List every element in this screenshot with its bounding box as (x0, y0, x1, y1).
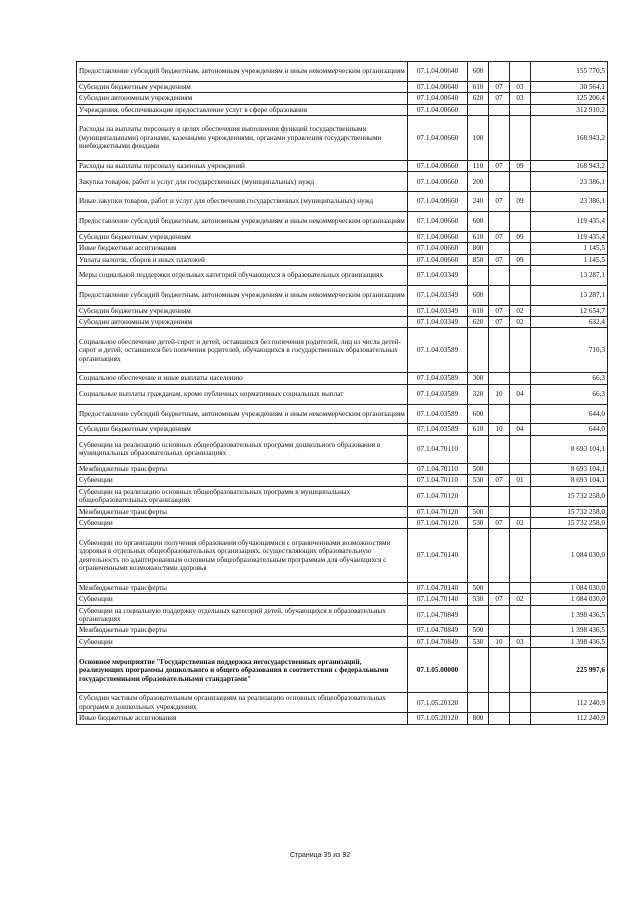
row-amount: 1 084 030,0 (531, 582, 608, 593)
row-name: Социальное обеспечение и иные выплаты населению (77, 373, 408, 384)
table-row (77, 192, 608, 212)
row-vr: 620 (468, 317, 489, 328)
table-row (77, 475, 608, 486)
row-amount: 15 732 258,0 (531, 486, 608, 506)
row-vr (468, 266, 489, 286)
row-rz (489, 625, 510, 636)
table-row (77, 648, 608, 693)
row-code: 07.1.04.03349 (408, 317, 468, 328)
row-amount: 644,0 (531, 424, 608, 435)
row-vr (468, 648, 489, 693)
row-pr (510, 116, 531, 161)
row-code: 07.1.04.70110 (408, 435, 468, 463)
row-vr: 500 (468, 506, 489, 517)
row-vr: 240 (468, 192, 489, 212)
row-code: 07.1.04.00660 (408, 243, 468, 254)
row-rz (489, 605, 510, 625)
row-rz: 07 (489, 594, 510, 605)
row-name: Предоставление субсидий бюджетным, автономным учреждениям и иным некоммерческим организациям (77, 62, 408, 82)
row-rz (489, 62, 510, 82)
row-vr (468, 693, 489, 713)
row-amount: 30 564,1 (531, 81, 608, 92)
row-code: 07.1.04.03589 (408, 328, 468, 373)
row-rz (489, 373, 510, 384)
row-rz: 07 (489, 231, 510, 242)
row-amount: 112 240,9 (531, 713, 608, 724)
row-pr (510, 373, 531, 384)
row-pr (510, 464, 531, 475)
row-vr: 600 (468, 62, 489, 82)
row-vr: 530 (468, 594, 489, 605)
row-name: Предоставление субсидий бюджетным, автономным учреждениям и иным некоммерческим организациям (77, 212, 408, 232)
row-amount: 1 398 436,5 (531, 605, 608, 625)
row-pr (510, 172, 531, 192)
row-name: Субсидии автономным учреждениям (77, 93, 408, 104)
row-amount: 168 943,2 (531, 161, 608, 172)
row-name: Межбюджетные трансферты (77, 582, 408, 593)
row-pr (510, 582, 531, 593)
row-amount: 15 732 258,0 (531, 506, 608, 517)
row-amount: 13 287,1 (531, 266, 608, 286)
row-code: 07.1.04.70110 (408, 464, 468, 475)
row-name: Учреждения, обеспечивающие предоставление услуг в сфере образования (77, 104, 408, 115)
row-pr: 01 (510, 475, 531, 486)
table-row (77, 713, 608, 724)
row-name: Меры социальной поддержки отдельных категорий обучающихся в образовательных организациях (77, 266, 408, 286)
row-rz (489, 435, 510, 463)
row-rz: 07 (489, 254, 510, 265)
row-code: 07.1.04.00660 (408, 161, 468, 172)
table-row (77, 81, 608, 92)
table-row (77, 93, 608, 104)
row-code: 07.1.04.70120 (408, 518, 468, 529)
row-vr: 500 (468, 582, 489, 593)
table-row (77, 605, 608, 625)
row-amount: 1 398 436,5 (531, 625, 608, 636)
row-code: 07.1.04.03589 (408, 424, 468, 435)
row-name: Расходы на выплаты персоналу в целях обеспечения выполнения функций государственными (муниципальными) органами, казенными учреждениями, органами управления государственными внебюджетными фондами (77, 116, 408, 161)
row-rz: 07 (489, 305, 510, 316)
row-code: 07.1.04.03589 (408, 373, 468, 384)
table-row (77, 317, 608, 328)
row-name: Субсидии бюджетным учреждениям (77, 231, 408, 242)
row-vr (468, 529, 489, 582)
row-name: Субвенции (77, 518, 408, 529)
row-rz (489, 693, 510, 713)
row-vr: 800 (468, 713, 489, 724)
row-rz (489, 648, 510, 693)
row-code: 07.1.04.70140 (408, 582, 468, 593)
row-name: Субвенции (77, 594, 408, 605)
table-row (77, 506, 608, 517)
row-amount: 8 693 104,1 (531, 435, 608, 463)
row-vr (468, 435, 489, 463)
row-name: Расходы на выплаты персоналу казенных учреждений (77, 161, 408, 172)
row-vr: 300 (468, 373, 489, 384)
row-rz (489, 464, 510, 475)
row-code: 07.1.04.03589 (408, 404, 468, 424)
row-amount: 8 693 104,1 (531, 464, 608, 475)
row-pr: 03 (510, 81, 531, 92)
row-vr: 110 (468, 161, 489, 172)
row-pr: 02 (510, 317, 531, 328)
table-row (77, 231, 608, 242)
row-pr (510, 506, 531, 517)
table-row (77, 305, 608, 316)
row-vr: 500 (468, 464, 489, 475)
row-name: Субвенции на реализацию основных общеобразовательных программ дошкольного образования в муниципальных образовательных организациях (77, 435, 408, 463)
row-pr: 09 (510, 192, 531, 212)
row-name: Иные закупки товаров, работ и услуг для обеспечения государственных (муниципальных) нужд (77, 192, 408, 212)
row-vr: 100 (468, 116, 489, 161)
row-pr: 09 (510, 231, 531, 242)
row-name: Субсидии бюджетным учреждениям (77, 424, 408, 435)
row-pr: 02 (510, 518, 531, 529)
row-amount: 168 943,2 (531, 116, 608, 161)
row-vr: 500 (468, 625, 489, 636)
row-name: Межбюджетные трансферты (77, 625, 408, 636)
row-vr: 610 (468, 81, 489, 92)
row-vr: 600 (468, 404, 489, 424)
row-rz (489, 404, 510, 424)
row-name: Субвенции на реализацию основных общеобразовательных программ в муниципальных общеобразовательных организациях (77, 486, 408, 506)
table-row (77, 464, 608, 475)
table-row (77, 116, 608, 161)
row-code: 07.1.04.00640 (408, 93, 468, 104)
row-rz: 10 (489, 424, 510, 435)
row-name: Субвенции по организации получения образования обучающимися с ограниченными возможностями здоровья в отдельных общеобразовательных организациях, осуществляющих образовательную деятельность по адаптированным основным общеобразовательным программам для обучающихся с ограниченными возможностями здоровья (77, 529, 408, 582)
row-rz (489, 172, 510, 192)
row-amount: 66,3 (531, 373, 608, 384)
row-code: 07.1.04.70849 (408, 636, 468, 647)
table-row (77, 161, 608, 172)
row-code: 07.1.04.03589 (408, 384, 468, 404)
row-code: 07.1.04.70120 (408, 506, 468, 517)
row-vr: 600 (468, 212, 489, 232)
row-amount: 710,3 (531, 328, 608, 373)
table-row (77, 373, 608, 384)
row-code: 07.1.04.00660 (408, 212, 468, 232)
row-pr (510, 486, 531, 506)
row-rz (489, 328, 510, 373)
row-code: 07.1.04.00660 (408, 172, 468, 192)
row-name: Социальное обеспечение детей-сирот и детей, оставшихся без попечения родителей, лиц из числа детей-сирот и детей, оставшихся без попечения родителей, обучающихся в государственных образовательных организациях (77, 328, 408, 373)
row-pr (510, 529, 531, 582)
row-code: 07.1.04.00640 (408, 81, 468, 92)
row-vr (468, 605, 489, 625)
row-vr: 850 (468, 254, 489, 265)
row-name: Социальные выплаты гражданам, кроме публичных нормативных социальных выплат (77, 384, 408, 404)
table-row (77, 212, 608, 232)
row-vr: 610 (468, 424, 489, 435)
row-code: 07.1.04.70140 (408, 529, 468, 582)
row-name: Иные бюджетные ассигнования (77, 713, 408, 724)
row-pr (510, 266, 531, 286)
row-code: 07.1.04.03349 (408, 266, 468, 286)
row-name: Закупка товаров, работ и услуг для государственных (муниципальных) нужд (77, 172, 408, 192)
row-vr: 320 (468, 384, 489, 404)
row-rz (489, 266, 510, 286)
row-code: 07.1.05.20120 (408, 693, 468, 713)
table-row (77, 62, 608, 82)
row-pr (510, 243, 531, 254)
row-code: 07.1.04.03349 (408, 305, 468, 316)
table-row (77, 404, 608, 424)
row-vr: 600 (468, 285, 489, 305)
row-rz (489, 243, 510, 254)
row-pr: 09 (510, 161, 531, 172)
row-vr: 620 (468, 93, 489, 104)
table-row (77, 266, 608, 286)
row-name: Субвенции (77, 475, 408, 486)
row-code: 07.1.04.00660 (408, 254, 468, 265)
row-amount: 119 435,4 (531, 231, 608, 242)
row-code: 07.1.04.70849 (408, 625, 468, 636)
row-pr (510, 435, 531, 463)
table-row (77, 625, 608, 636)
table-row (77, 254, 608, 265)
row-pr: 02 (510, 594, 531, 605)
row-pr (510, 605, 531, 625)
row-amount: 125 206,4 (531, 93, 608, 104)
row-pr (510, 648, 531, 693)
row-rz (489, 212, 510, 232)
row-pr: 03 (510, 93, 531, 104)
table-row (77, 172, 608, 192)
row-name: Субсидии бюджетным учреждениям (77, 305, 408, 316)
row-pr (510, 713, 531, 724)
row-pr: 04 (510, 384, 531, 404)
row-amount: 1 084 030,0 (531, 529, 608, 582)
row-name: Субсидии бюджетным учреждениям (77, 81, 408, 92)
row-pr (510, 693, 531, 713)
row-code: 07.1.04.00640 (408, 62, 468, 82)
row-rz (489, 713, 510, 724)
row-amount: 15 732 258,0 (531, 518, 608, 529)
row-rz: 10 (489, 384, 510, 404)
row-amount: 119 435,4 (531, 212, 608, 232)
row-pr: 03 (510, 636, 531, 647)
row-rz (489, 486, 510, 506)
row-name: Уплата налогов, сборов и иных платежей (77, 254, 408, 265)
row-pr (510, 625, 531, 636)
row-rz (489, 506, 510, 517)
row-vr: 610 (468, 305, 489, 316)
row-rz: 07 (489, 81, 510, 92)
table-row (77, 435, 608, 463)
row-amount: 112 240,9 (531, 693, 608, 713)
row-pr (510, 104, 531, 115)
row-name: Основное мероприятие "Государственная поддержка негосударственных организаций, реализующих программы дошкольного и общего образования в соответствии с федеральными государственными образовательными стандартами" (77, 648, 408, 693)
row-code: 07.1.04.03349 (408, 285, 468, 305)
table-row (77, 518, 608, 529)
table-row (77, 582, 608, 593)
row-amount: 312 910,2 (531, 104, 608, 115)
row-name: Иные бюджетные ассигнования (77, 243, 408, 254)
row-name: Субсидии частным образовательным организациям на реализацию основных общеобразовательных программ в дошкольных учреждениях (77, 693, 408, 713)
row-amount: 1 084 030,0 (531, 594, 608, 605)
row-rz: 07 (489, 518, 510, 529)
page-footer: Страница 35 из 92 (289, 852, 351, 859)
row-code: 07.1.05.00000 (408, 648, 468, 693)
row-vr (468, 328, 489, 373)
row-amount: 13 287,1 (531, 285, 608, 305)
row-code: 07.1.04.70120 (408, 486, 468, 506)
row-vr: 530 (468, 636, 489, 647)
row-name: Предоставление субсидий бюджетным, автономным учреждениям и иным некоммерческим организациям (77, 285, 408, 305)
row-rz: 07 (489, 93, 510, 104)
row-rz: 07 (489, 475, 510, 486)
row-name: Субвенции (77, 636, 408, 647)
row-rz (489, 582, 510, 593)
row-vr (468, 104, 489, 115)
row-amount: 644,0 (531, 404, 608, 424)
row-vr (468, 486, 489, 506)
row-pr (510, 328, 531, 373)
table-row (77, 636, 608, 647)
table-row (77, 328, 608, 373)
row-amount: 155 770,5 (531, 62, 608, 82)
row-name: Межбюджетные трансферты (77, 506, 408, 517)
row-pr (510, 404, 531, 424)
row-code: 07.1.04.00660 (408, 231, 468, 242)
row-rz (489, 116, 510, 161)
row-rz: 07 (489, 317, 510, 328)
row-amount: 1 145,5 (531, 254, 608, 265)
table-row (77, 529, 608, 582)
row-pr (510, 62, 531, 82)
row-rz (489, 104, 510, 115)
row-code: 07.1.04.70140 (408, 594, 468, 605)
row-code: 07.1.05.20120 (408, 713, 468, 724)
row-pr: 02 (510, 305, 531, 316)
table-row (77, 693, 608, 713)
row-vr: 800 (468, 243, 489, 254)
row-code: 07.1.04.00660 (408, 192, 468, 212)
row-amount: 8 693 104,1 (531, 475, 608, 486)
table-row (77, 285, 608, 305)
row-pr: 04 (510, 424, 531, 435)
row-amount: 632,4 (531, 317, 608, 328)
row-pr: 09 (510, 254, 531, 265)
table-row (77, 486, 608, 506)
row-amount: 23 386,1 (531, 192, 608, 212)
row-amount: 23 386,1 (531, 172, 608, 192)
row-amount: 1 398 436,5 (531, 636, 608, 647)
row-rz: 07 (489, 161, 510, 172)
budget-table-body (77, 62, 608, 725)
row-rz: 07 (489, 192, 510, 212)
row-rz (489, 285, 510, 305)
row-code: 07.1.04.70110 (408, 475, 468, 486)
row-vr: 200 (468, 172, 489, 192)
row-amount: 1 145,5 (531, 243, 608, 254)
row-name: Предоставление субсидий бюджетным, автономным учреждениям и иным некоммерческим организациям (77, 404, 408, 424)
row-amount: 225 997,6 (531, 648, 608, 693)
row-code: 07.1.04.70849 (408, 605, 468, 625)
budget-table (76, 61, 608, 725)
row-vr: 530 (468, 475, 489, 486)
row-vr: 610 (468, 231, 489, 242)
row-name: Субвенции на социальную поддержку отдельных категорий детей, обучающихся в образовательных организациях (77, 605, 408, 625)
row-rz (489, 529, 510, 582)
row-amount: 12 654,7 (531, 305, 608, 316)
row-amount: 66,3 (531, 384, 608, 404)
row-code: 07.1.04.00660 (408, 104, 468, 115)
table-row (77, 104, 608, 115)
table-row (77, 594, 608, 605)
row-name: Межбюджетные трансферты (77, 464, 408, 475)
row-code: 07.1.04.00660 (408, 116, 468, 161)
row-vr: 530 (468, 518, 489, 529)
row-rz: 10 (489, 636, 510, 647)
row-pr (510, 212, 531, 232)
table-row (77, 424, 608, 435)
row-name: Субсидии автономным учреждениям (77, 317, 408, 328)
row-pr (510, 285, 531, 305)
table-row (77, 384, 608, 404)
table-row (77, 243, 608, 254)
